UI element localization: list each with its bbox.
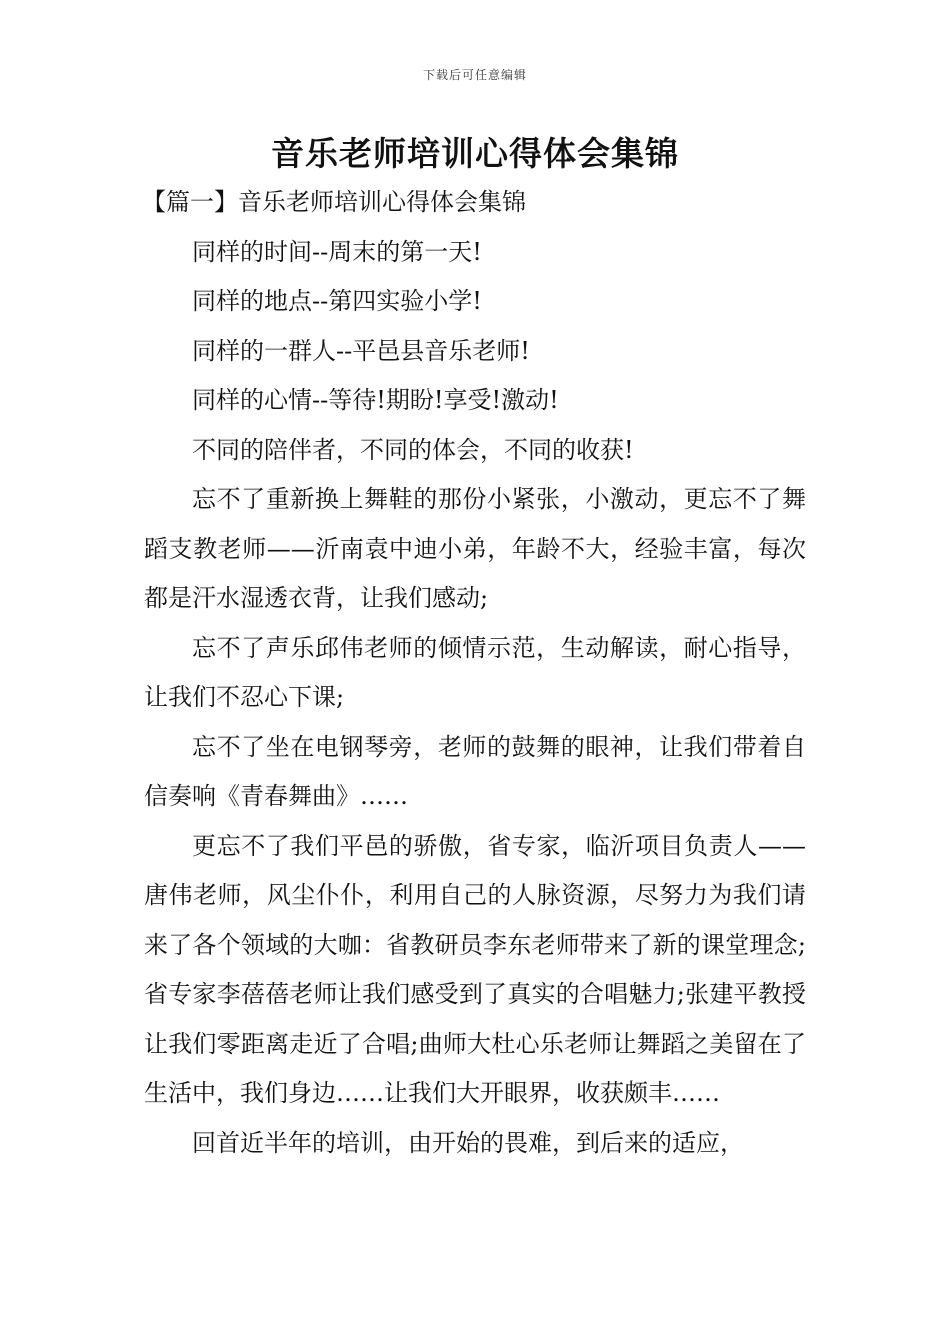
paragraph: 同样的一群人--平邑县音乐老师! bbox=[192, 336, 530, 365]
paragraph: 更忘不了我们平邑的骄傲，省专家，临沂项目负责人——唐伟老师，风尘仆仆，利用自己的人脉资源，尽努力为我们请来了各个领域的大咖：省教研员李东老师带来了新的课堂理念;省专家李蓓蓓老师让我们感受到了真实的合唱魅力;张建平教授让我们零距离走近了合唱;曲师大杜心乐老师让舞蹈之美留在了生活中，我们身边……让我们大开眼界，收获颇丰…… bbox=[144, 831, 806, 1107]
paragraph: 忘不了声乐邱伟老师的倾情示范，生动解读，耐心指导，让我们不忍心下课; bbox=[144, 633, 806, 711]
paragraph: 不同的陪伴者，不同的体会，不同的收获! bbox=[192, 435, 634, 464]
paragraph: 同样的心情--等待!期盼!享受!激动! bbox=[192, 386, 559, 414]
paragraph: 忘不了重新换上舞鞋的那份小紧张，小激动，更忘不了舞蹈支教老师——沂南袁中迪小弟，年龄不大，经验丰富，每次都是汗水湿透衣背，让我们感动; bbox=[144, 485, 806, 612]
paragraph: 同样的地点--第四实验小学! bbox=[192, 287, 482, 315]
document-title: 音乐老师培训心得体会集锦 bbox=[271, 134, 679, 173]
section-heading: 【篇一】音乐老师培训心得体会集锦 bbox=[142, 188, 526, 216]
paragraph: 同样的时间--周末的第一天! bbox=[192, 237, 482, 266]
document-body bbox=[144, 178, 806, 1168]
header-note: 下载后可任意编辑 bbox=[422, 68, 527, 82]
paragraph: 忘不了坐在电钢琴旁，老师的鼓舞的眼神，让我们带着自信奏响《青春舞曲》…… bbox=[144, 732, 806, 810]
paragraph: 回首近半年的培训，由开始的畏难，到后来的适应， bbox=[192, 1128, 744, 1157]
